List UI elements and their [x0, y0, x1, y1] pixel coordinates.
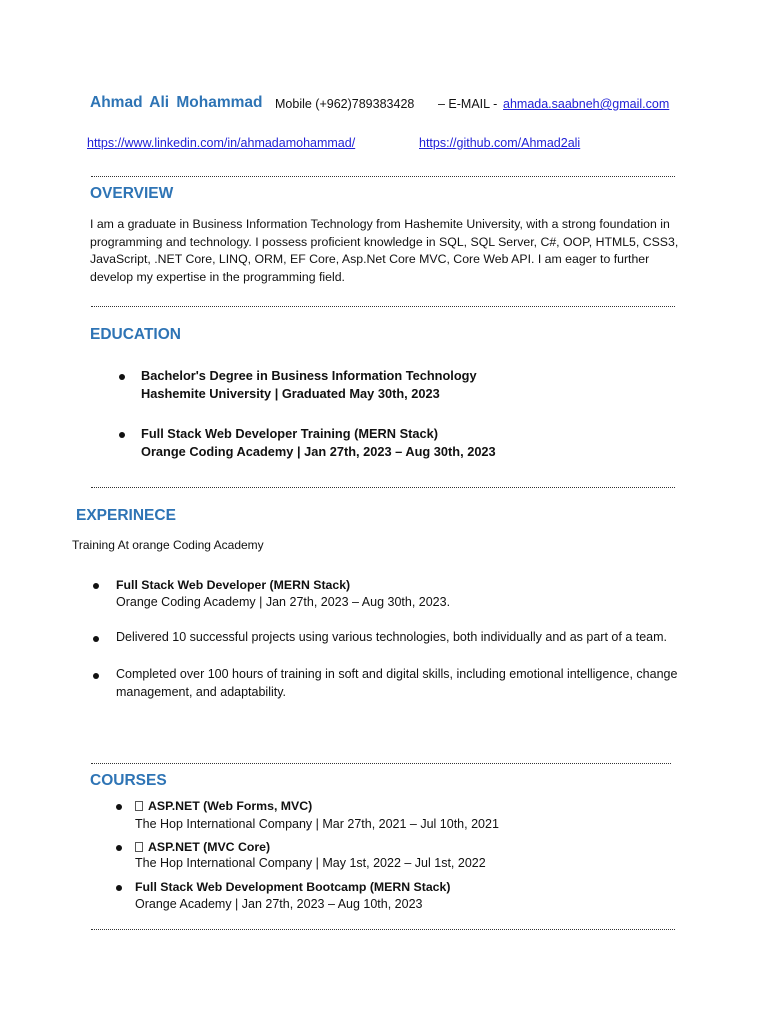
bullet-icon: [93, 583, 99, 589]
course-title: [135, 797, 312, 815]
experience-role: Full Stack Web Developer (MERN Stack): [116, 578, 351, 592]
divider: [91, 176, 675, 177]
course-title-text: ASP.NET (MVC Core): [148, 840, 271, 854]
divider: [91, 929, 675, 930]
github-link[interactable]: https://github.com/Ahmad2ali: [419, 136, 581, 150]
experience-role-detail: Orange Coding Academy | Jan 27th, 2023 – Aug 30th, 2023.: [116, 595, 451, 609]
bullet-icon: [119, 374, 125, 380]
bullet-icon: [93, 636, 99, 642]
mobile-number: Mobile (+962)789383428: [275, 97, 415, 111]
placeholder-box-icon: [135, 801, 143, 811]
experience-subtitle: Training At orange Coding Academy: [72, 538, 264, 552]
placeholder-box-icon: [135, 842, 143, 852]
bullet-icon: [116, 885, 122, 891]
divider: [91, 306, 675, 307]
education-heading: EDUCATION: [90, 326, 181, 343]
experience-achievement: Delivered 10 successful projects using various technologies, both individually and as part of a team.: [116, 630, 668, 644]
course-detail: The Hop International Company | May 1st, 2022 – Jul 1st, 2022: [135, 856, 486, 870]
bullet-icon: [119, 432, 125, 438]
education-training: Full Stack Web Developer Training (MERN Stack): [141, 426, 439, 441]
education-training-institution: Orange Coding Academy | Jan 27th, 2023 – Aug 30th, 2023: [141, 444, 496, 459]
courses-heading: COURSES: [90, 772, 167, 789]
email-link[interactable]: ahmada.saabneh@gmail.com: [503, 97, 670, 111]
email-label: – E-MAIL -: [438, 97, 498, 111]
divider: [91, 763, 671, 764]
experience-training-hours: Completed over 100 hours of training in soft and digital skills, including emotional intelligence, change management, and adaptability.: [116, 667, 678, 699]
bullet-icon: [116, 804, 122, 810]
education-institution: Hashemite University | Graduated May 30th, 2023: [141, 386, 440, 401]
course-title-text: ASP.NET (Web Forms, MVC): [148, 799, 313, 813]
experience-heading: EXPERINECE: [76, 507, 176, 524]
course-title: Full Stack Web Development Bootcamp (MERN Stack): [135, 880, 451, 894]
course-detail: Orange Academy | Jan 27th, 2023 – Aug 10th, 2023: [135, 897, 423, 911]
course-detail: The Hop International Company | Mar 27th, 2021 – Jul 10th, 2021: [135, 817, 499, 831]
course-title: [135, 838, 270, 856]
bullet-icon: [93, 673, 99, 679]
candidate-name: Ahmad Ali Mohammad: [90, 94, 263, 111]
bullet-icon: [116, 845, 122, 851]
overview-heading: OVERVIEW: [90, 185, 174, 202]
divider: [91, 487, 675, 488]
linkedin-link[interactable]: https://www.linkedin.com/in/ahmadamohammad/: [87, 136, 356, 150]
overview-text: I am a graduate in Business Information Technology from Hashemite University, with a strong foundation in programming and technology. I possess proficient knowledge in SQL, SQL Server, C#, OOP, HTML5, CSS3, JavaScript, .NET Core, LINQ, ORM, EF Core, Asp.Net Core MVC, Core Web API. I am eager to further develop my expertise in the programming field.: [90, 217, 679, 284]
education-degree: Bachelor's Degree in Business Information Technology: [141, 368, 477, 383]
